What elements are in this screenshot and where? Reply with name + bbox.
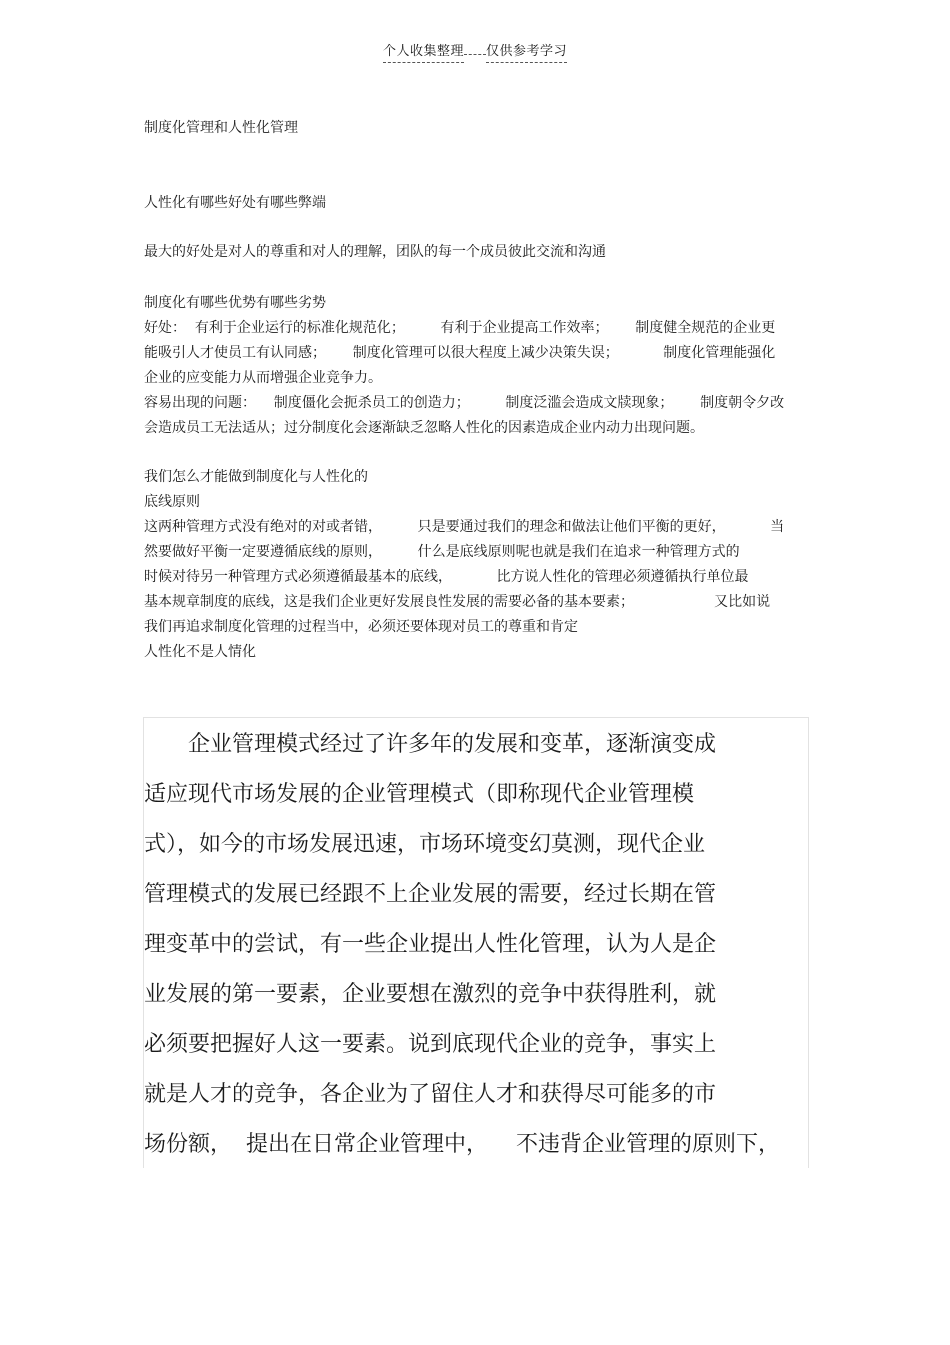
article-excerpt-box	[143, 717, 809, 1168]
section4-line: 我们怎么才能做到制度化与人性化的	[144, 469, 368, 485]
section3-line: 好处： 有利于企业运行的标准化规范化； 有利于企业提高工作效率； 制度健全规范的企业更	[144, 320, 776, 336]
section3-line: 制度化有哪些优势有哪些劣势	[144, 295, 326, 311]
article-line: 就是人才的竞争，各企业为了留住人才和获得尽可能多的市	[144, 1082, 717, 1107]
header-left-text: 个人收集整理	[383, 40, 464, 63]
section-advantages-heading	[144, 191, 809, 216]
section4-line: 时候对待另一种管理方式必须遵循最基本的底线， 比方说人性化的管理必须遵循执行单位最	[144, 569, 749, 585]
section3-line: 会造成员工无法适从；过分制度化会逐渐缺乏忽略人性化的因素造成企业内动力出现问题。	[144, 420, 704, 436]
article-line: 管理模式的发展已经跟不上企业发展的需要，经过长期在管	[144, 882, 717, 907]
section4-line: 底线原则	[144, 494, 200, 510]
article-line: 必须要把握好人这一要素。说到底现代企业的竞争，事实上	[144, 1032, 717, 1057]
section-institutional-pros-cons	[144, 291, 809, 441]
section4-line: 我们再追求制度化管理的过程当中，必须还要体现对员工的尊重和肯定	[144, 619, 578, 635]
article-line: 业发展的第一要素，企业要想在激烈的竞争中获得胜利，就	[144, 982, 717, 1007]
section4-line: 这两种管理方式没有绝对的对或者错， 只是要通过我们的理念和做法让他们平衡的更好， 当	[144, 519, 785, 535]
section3-line: 能吸引人才使员工有认同感； 制度化管理可以很大程度上减少决策失误； 制度化管理能强化	[144, 345, 776, 361]
section3-line: 企业的应变能力从而增强企业竞争力。	[144, 370, 382, 386]
header-right-text: 仅供参考学习	[486, 40, 567, 63]
article-line: 适应现代市场发展的企业管理模式（即称现代企业管理模	[144, 782, 695, 807]
title-text: 制度化管理和人性化管理	[144, 120, 298, 136]
section1-heading: 人性化有哪些好处有哪些弊端	[144, 195, 326, 211]
article-line: 理变革中的尝试，有一些企业提出人性化管理，认为人是企	[144, 932, 717, 957]
section4-line: 基本规章制度的底线，这是我们企业更好发展良性发展的需要必备的基本要素； 又比如说	[144, 594, 771, 610]
section3-line: 容易出现的问题： 制度僵化会扼杀员工的创造力； 制度泛滥会造成文牍现象； 制度朝令夕改	[144, 395, 785, 411]
section2-text: 最大的好处是对人的尊重和对人的理解，团队的每一个成员彼此交流和沟通	[144, 244, 606, 260]
page-header	[0, 40, 950, 63]
document-title	[144, 116, 809, 141]
section4-line: 人性化不是人情化	[144, 644, 256, 660]
article-line: 企业管理模式经过了许多年的发展和变革，逐渐演变成	[144, 732, 717, 757]
section-answer	[144, 240, 809, 265]
article-line: 式），如今的市场发展迅速，市场环境变幻莫测，现代企业	[144, 832, 706, 857]
section-bottom-line-principle	[144, 465, 809, 665]
section4-line: 然要做好平衡一定要遵循底线的原则， 什么是底线原则呢也就是我们在追求一种管理方式的	[144, 544, 740, 560]
article-line: 场份额， 提出在日常企业管理中， 不违背企业管理的原则下，	[144, 1132, 780, 1157]
